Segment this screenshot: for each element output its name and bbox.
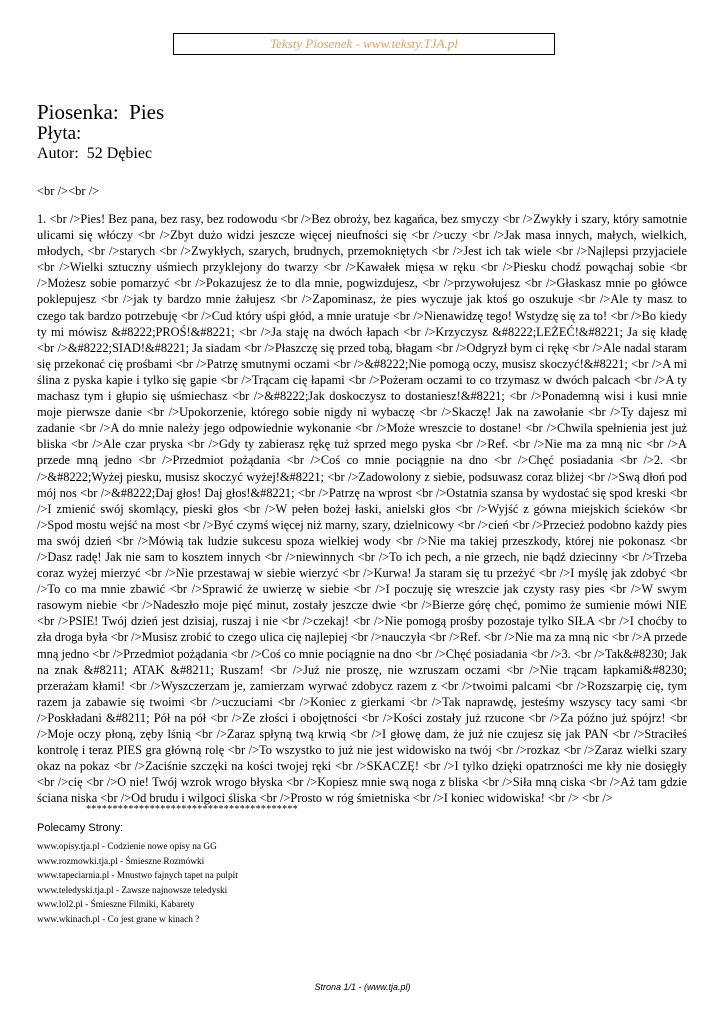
- lyrics-text: 1. <br />Pies! Bez pana, bez rasy, bez rodowodu <br />Bez obroży, bez kagańca, bez smyczy <br />Zwykły i szary, który samotnie ulicami się włóczy <br />Zbyt dużo widzi jeszcze więcej nieufności się <br />uczy <br />Jak masa innych, małych, wielkich, młodych, <br />starych <br />Zwykłych, szarych, brudnych, przemokniętych <br />Jest ich tak wiele <br />Najlepsi przyjaciele <br />Wielki sztuczny uśmiech przyklejony do twarzy <br />Kawałek mięsa w ręku <br />Piesku chodź powąchaj sobie <br />Możesz sobie pomarzyć <br />Pokazujesz że to dla mnie, pogwizdujesz, <br />przywołujesz <br />Głaskasz mnie po główce poklepujesz <br />jak ty bardzo mnie żałujesz <br />Zapominasz, że pies wyczuje jak ktoś go oszukuje <br />Ale ty masz to czego tak bardzo potrzebuję <br />Cud który uśpi głód, a mnie uratuje <br />Nienawidzę tego! Wstydzę się za to! <br />Bo kiedy ty mi mówisz &#8222;PROŚ!&#8221; <br />Ja staję na dwóch łapach <br />Krzyczysz &#8222;LEŻEĆ!&#8221; Ja się kładę <br />&#8222;SIAD!&#8221; Ja siadam <br />Płaszczę się przed tobą, błagam <br />Odgryzł bym ci rękę <br />Ale nadal staram się przekonać cię prośbami <br />Patrzę smutnymi oczami <br />&#8222;Nie pomogą oczy, musisz skoczyć!&#8221; <br />A mi ślina z pyska kapie i tylko się gapie <br />Trącam cię łapami <br />Pożeram oczami to co trzymasz w dwóch palcach <br />A ty machasz tym i głupio się uśmiechasz <br />&#8222;Jak doskoczysz to dostaniesz!&#8221; <br />Ponademną wisi i kusi mnie moje pierwsze danie <br />Upokorzenie, którego sobie nigdy ni wybaczę <br />Skaczę! Jak na zawołanie <br />Ty dajesz mi zadanie <br />A do mnie należy jego odpowiednie wykonanie <br />Może wreszcie to dostane! <br />Chwila spełnienia jest już bliska <br />Ale czar pryska <br />Gdy ty zabierasz rękę tuż sprzed mego pyska <br />Ref. <br />Nie ma za mną nic <br />A przede mną jedno <br />Przedmiot pożądania <br />Coś co mnie pociągnie na dno <br />Chęć posiadania <br />2. <br />&#8222;Wyżej piesku, musisz skoczyć wyżej!&#8221; <br />Zadowolony z siebie, podsuwasz coraz bliżej <br />Swą dłoń pod mój nos <br />&#8222;Daj głos! Daj głos!&#8221; <br />Patrzę na wprost <br />Ostatnia szansa by wydostać się spod kreski <br />I zmienić swój skomlący, pieski głos <br />W pełen bożej łaski, anielski głos <br />Wyjść z gówna miejskich ścieków <br />Spod mostu wejść na most <br />Być czymś więcej niż marny, szary, dzielnicowy <br />cień <br />Przecież podobno każdy pies ma swój dzień <br />Mówią tak ludzie sukcesu spoza wielkiej wody <br />Nie ma takiej przeszkody, której nie pokonasz <br />Dasz radę! Jak nie sam to kosztem innych <br />niewinnych <br />To ich pech, a nie grzech, nie bądź dziecinny <br />Trzeba coraz wyżej mierzyć <br />Nie przestawaj w siebie wierzyć <br />Kurwa! Ja staram się tu przeżyć <br />I myślę jak zdobyć <br />To co ma mnie zbawić <br />Sprawić że uwierzę w siebie <br />I poczuję się wreszcie jak czysty rasy pies <br />W swym rasowym niebie <br />Nadeszło moje pięć minut, zostały jeszcze dwie <br />Bierze górę chęć, pomimo że sumienie mówi NIE <br />PSIE! Twój dzień jest dzisiaj, ruszaj i nie <br />czekaj! <br />Nie pomogą prośby pozostaje tylko SIŁA <br />I choćby to zła droga była <br />Musisz zrobić to czego ulica cię najlepiej <br />nauczyła <br />Ref. <br />Nie ma za mną nic <br />A przede mną jedno <br />Przedmiot pożądania <br />Coś co mnie pociągnie na dno <br />Chęć posiadania <br />3. <br />Tak&#8230; Jak na znak &#8211; ATAK &#8211; Ruszam! <br />Już nie proszę, nie wzruszam oczami <br />Nie trącam łapkami&#8230; przerażam kłami! <br />Wyszczerzam je, zamierzam wyrwać zdobycz razem z <br />twoimi palcami <br />Rozszarpię cię, tym razem ja zabawie się twoimi <br />uczuciami <br />Koniec z gierkami <br />Tak naprawdę, jesteśmy wszyscy tacy sami <br />Poskładani &#8211; Pół na pół <br />Ze złości i obojętności <br />Kości zostały już rzucone <br />Za późno już spójrz! <br />Moje oczy płoną, zęby lśnią <br />Zaraz spłyną twą krwią <br />I głowę dam, że już nie czujesz się jak PAN <br />Straciłeś kontrolę i teraz PIES gra główną rolę <br />To wszystko to już nie jest widowisko na twój <br />rozkaz <br />Zaraz wielki szary okaz na pokaz <br />Zaciśnie szczęki na kości twojej ręki <br />SKACZĘ! <br />I tylko dzięki opatrzności me kły nie dosięgły <br />cię <br />O nie! Twój wzrok wrogo błyska <br />Kopiesz mnie swą noga z bliska <br />Siła mną ciska <br />Aż tam gdzie ściana niska <br />Od brudu i wilgoci śliska <br />Prosto w róg śmietniska <br />I koniec widowiska! <br /> <br />: [37, 212, 687, 806]
- break-tags-line: <br /><br />: [37, 184, 100, 198]
- recommended-link: www.wkinach.pl - Co jest grane w kinach ?: [37, 914, 200, 925]
- page-footer: Strona 1/1 - (www.tja.pl): [314, 982, 411, 992]
- site-header-box: [173, 33, 555, 55]
- recommend-heading: Polecamy Strony:: [37, 822, 124, 834]
- site-title: Teksty Piosenek - www.teksty.TJA.pl: [270, 36, 458, 51]
- album-label: Płyta:: [37, 123, 82, 144]
- recommended-link: www.opisy.tja.pl - Codzienie nowe opisy na GG: [37, 842, 217, 852]
- recommended-link: www.lol2.pl - Śmieszne Filmiki, Kabarety: [37, 900, 195, 910]
- separator-line: ****************************************: [86, 804, 298, 815]
- song-title: Piosenka: Pies: [37, 100, 165, 124]
- recommended-links-list: [37, 840, 238, 927]
- song-info: [37, 102, 164, 163]
- recommended-link: www.tapeciarnia.pl - Mnustwo fajnych tapet na pulpit: [37, 871, 238, 881]
- recommended-link: www.rozmowki.tja.pl - Śmieszne Rozmówki: [37, 856, 205, 867]
- recommended-link: www.teledyski.tja.pl - Zawsze najnowsze teledyski: [37, 885, 228, 896]
- author-line: Autor: 52 Dębiec: [37, 145, 153, 162]
